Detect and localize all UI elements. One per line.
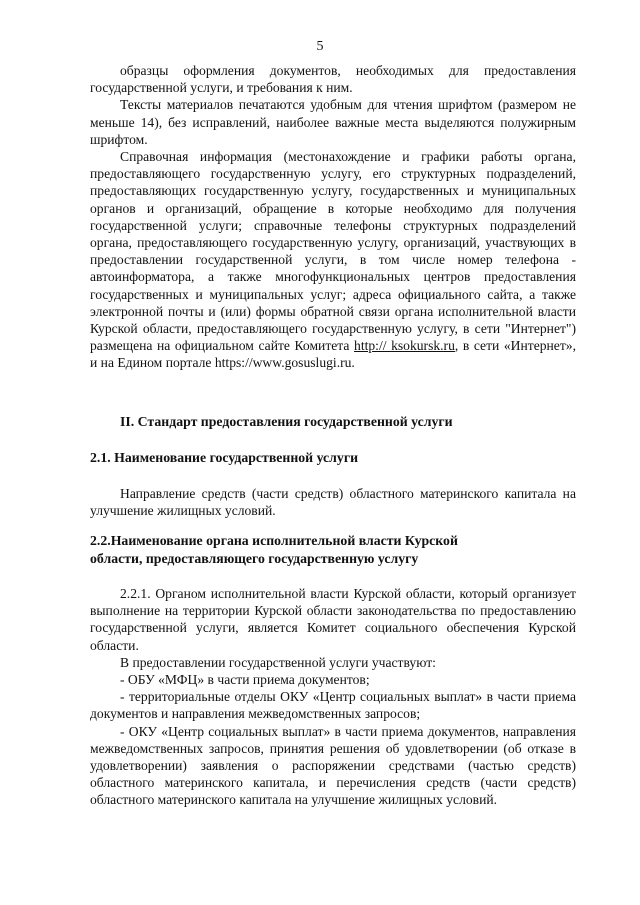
committee-site-link[interactable]: http:// ksokursk.ru [354, 338, 455, 354]
section-2-2-body [90, 585, 576, 809]
intro-block [90, 62, 576, 372]
section-2-title: II. Стандарт предоставления государственной услуги [120, 414, 453, 429]
section-2-2-1-paragraph: 2.2.1. Органом исполнительной власти Курской области, который организует выполнение на территории Курской области законодательства по предоставлению государственной услуги, является Комитет социального обеспечения Курской области. [90, 586, 576, 653]
page-number: 5 [316, 39, 324, 54]
section-2-1-text: Направление средств (части средств) областного материнского капитала на улучшение жилищных условий. [90, 486, 576, 519]
section-2-heading-block [90, 413, 576, 431]
participant-mfc: - ОБУ «МФЦ» в части приема документов; [120, 672, 370, 688]
participant-social-payments-center: - ОКУ «Центр социальных выплат» в части приема документов, направления межведомственных запросов, принятия решения об удовлетворении (об отказе в удовлетворении) заявления о распоряжении средствами (частью средств) областного материнского капитала, и перечисления средств (части средств) областного материнского капитала на улучшение жилищных условий. [90, 723, 576, 808]
intro-paragraph-1: образцы оформления документов, необходимых для предоставления государственной услуги, и требования к ним. [90, 63, 576, 96]
section-2-1-heading-block [90, 449, 576, 467]
participant-territorial-offices: - территориальные отделы ОКУ «Центр социальных выплат» в части приема документов и направления межведомственных запросов; [90, 689, 576, 722]
intro-paragraph-3 [90, 148, 576, 372]
section-2-1-title: 2.1. Наименование государственной услуги [90, 450, 359, 465]
section-2-2-heading-block [90, 532, 576, 567]
section-2-2-title-line-1: 2.2.Наименование органа исполнительной власти Курской [90, 533, 458, 548]
participants-intro: В предоставлении государственной услуги участвуют: [120, 654, 436, 670]
section-2-2-title-line-2: области, предоставляющего государственную услугу [90, 550, 419, 566]
intro-paragraph-2: Тексты материалов печатаются удобным для чтения шрифтом (размером не меньше 14), без исправлений, наиболее важные места выделяются полужирным шрифтом. [90, 97, 576, 147]
contact-info-text: Справочная информация (местонахождение и графики работы органа, предоставляющего государственную услугу, его структурных подразделений, предоставляющих государственную услугу, государственных и муниципальных органов и организаций, обращение в которые необходимо для получения государственной услуги; справочные телефоны структурных подразделений органа, предоставляющего государственную услугу, организаций, участвующих в предоставлении государственной услуги, в том числе номер телефона - автоинформатора, а также многофункциональных центров предоставления государственных и муниципальных услуг; адреса официального сайта, а также электронной почты и (или) формы обратной связи органа исполнительной власти Курской области, предоставляющего государственную услугу, в сети "Интернет") размещена на официальном сайте Комитета [90, 149, 576, 354]
section-2-1-body [90, 485, 576, 519]
contact-info-tail: , в сети «Интернет», и на Едином портале https://www.gosuslugi.ru. [90, 338, 576, 371]
